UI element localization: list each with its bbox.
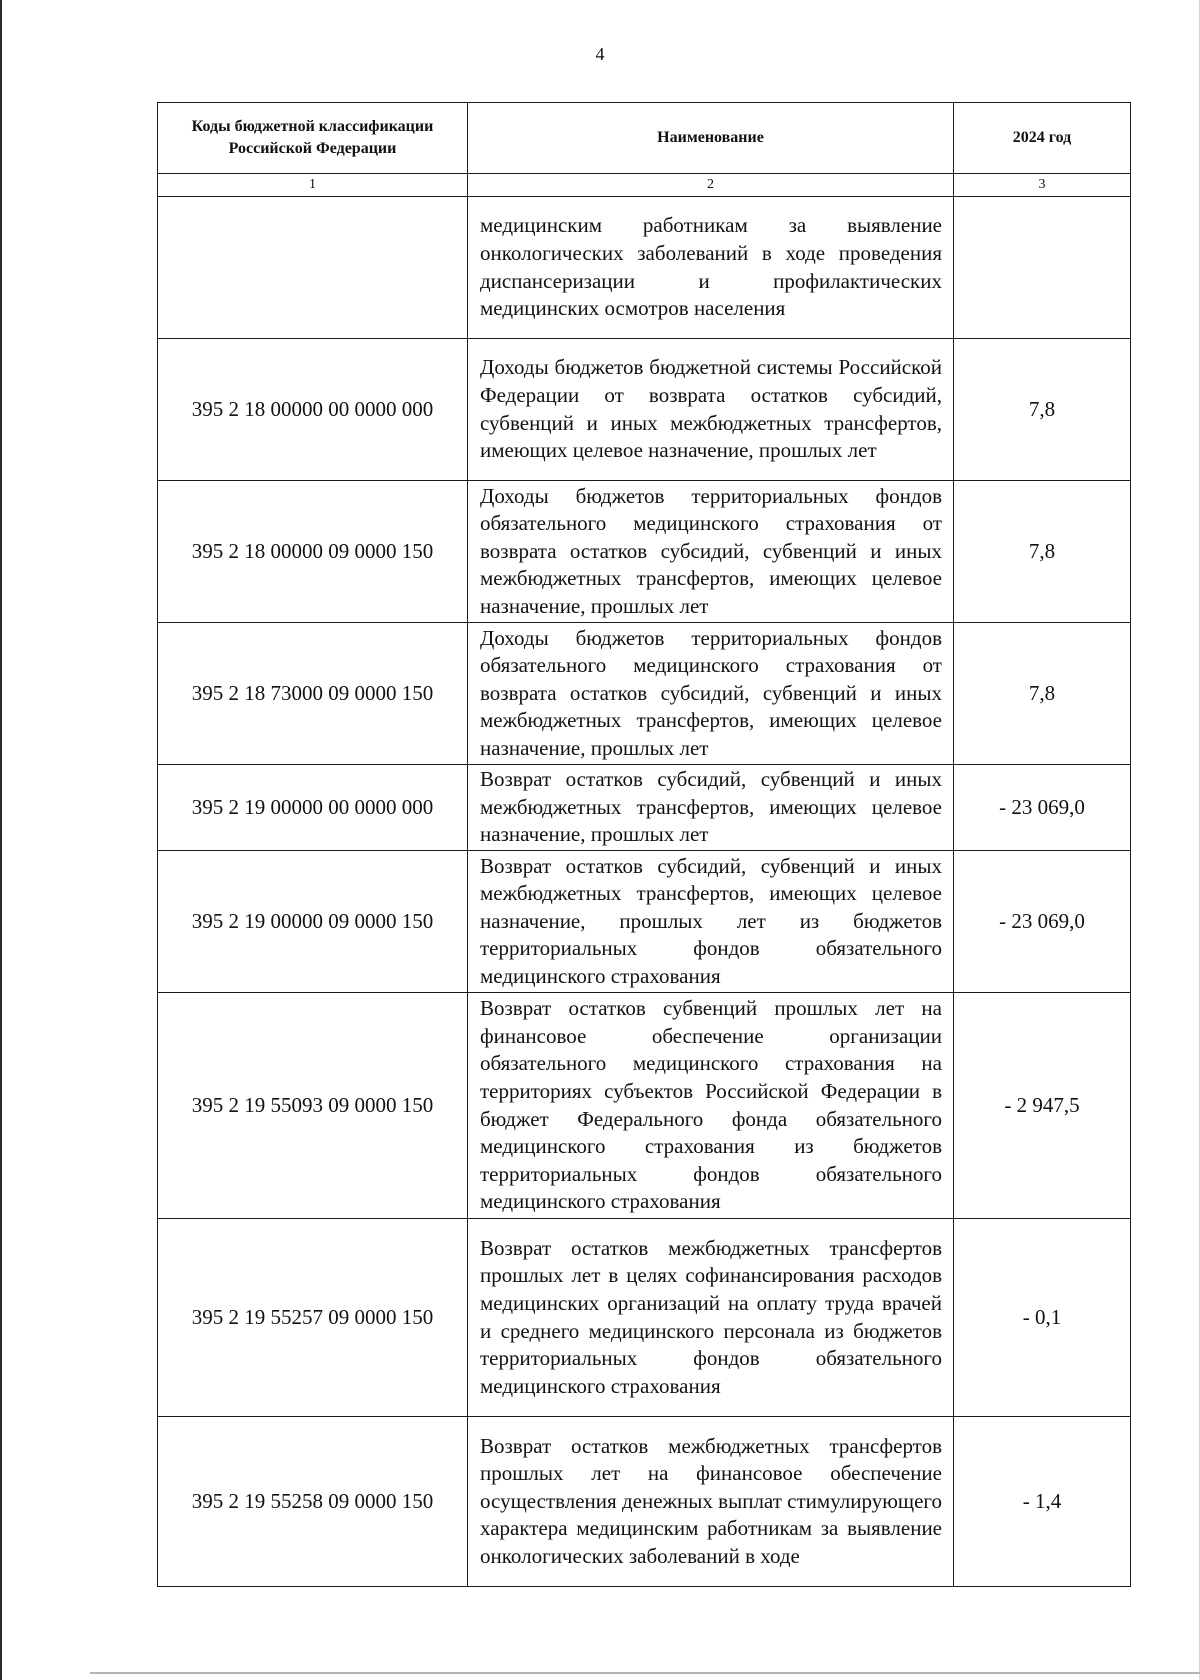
header-name: Наименование (468, 103, 954, 174)
row-amount: 7,8 (954, 623, 1131, 765)
page-number: 4 (595, 44, 605, 64)
row-code: 395 2 18 00000 09 0000 150 (158, 481, 468, 623)
row-name: Возврат остатков субвенций прошлых лет на финансовое обеспечение организации обязательного медицинского страхования на территориях субъектов Российской Федерации в бюджет Федерального фонда обязательного медицинского страхования из бюджетов территориальных фондов обязательного медицинского страхования (468, 993, 954, 1219)
scan-left-edge (0, 0, 2, 1680)
table-header-row (158, 103, 1131, 174)
row-amount: - 0,1 (954, 1219, 1131, 1417)
row-amount: - 1,4 (954, 1417, 1131, 1587)
row-name: Возврат остатков субсидий, субвенций и иных межбюджетных трансфертов, имеющих целевое назначение, прошлых лет из бюджетов территориальных фондов обязательного медицинского страхования (468, 851, 954, 993)
row-amount: - 2 947,5 (954, 993, 1131, 1219)
scan-bottom-line (90, 1672, 1200, 1674)
row-amount: - 23 069,0 (954, 765, 1131, 851)
row-name: Доходы бюджетов территориальных фондов обязательного медицинского страхования от возврата остатков субсидий, субвенций и иных межбюджетных трансфертов, имеющих целевое назначение, прошлых лет (468, 623, 954, 765)
column-number-3: 3 (954, 174, 1131, 197)
row-amount: 7,8 (954, 481, 1131, 623)
table-row (158, 851, 1131, 993)
header-code: Коды бюджетной классификации Российской Федерации (158, 103, 468, 174)
column-number-row (158, 174, 1131, 197)
row-name: Возврат остатков субсидий, субвенций и иных межбюджетных трансфертов, имеющих целевое назначение, прошлых лет (468, 765, 954, 851)
row-code: 395 2 19 00000 09 0000 150 (158, 851, 468, 993)
row-code: 395 2 19 55093 09 0000 150 (158, 993, 468, 1219)
row-amount (954, 197, 1131, 339)
table-row (158, 623, 1131, 765)
row-code: 395 2 18 73000 09 0000 150 (158, 623, 468, 765)
row-name: Возврат остатков межбюджетных трансфертов прошлых лет в целях софинансирования расходов медицинских организаций на оплату труда врачей и среднего медицинского персонала из бюджетов территориальных фондов обязательного медицинского страхования (468, 1219, 954, 1417)
row-code: 395 2 19 55258 09 0000 150 (158, 1417, 468, 1587)
column-number-1: 1 (158, 174, 468, 197)
row-name: Доходы бюджетов территориальных фондов обязательного медицинского страхования от возврата остатков субсидий, субвенций и иных межбюджетных трансфертов, имеющих целевое назначение, прошлых лет (468, 481, 954, 623)
table-row (158, 993, 1131, 1219)
table-row (158, 481, 1131, 623)
header-year: 2024 год (954, 103, 1131, 174)
table-row (158, 339, 1131, 481)
budget-classification-table (157, 102, 1131, 1587)
row-name: медицинским работникам за выявление онкологических заболеваний в ходе проведения диспансеризации и профилактических медицинских осмотров населения (468, 197, 954, 339)
table-row (158, 1219, 1131, 1417)
table-row (158, 765, 1131, 851)
table-row (158, 1417, 1131, 1587)
row-amount: 7,8 (954, 339, 1131, 481)
row-code (158, 197, 468, 339)
row-name: Доходы бюджетов бюджетной системы Российской Федерации от возврата остатков субсидий, субвенций и иных межбюджетных трансфертов, имеющих целевое назначение, прошлых лет (468, 339, 954, 481)
row-code: 395 2 19 00000 00 0000 000 (158, 765, 468, 851)
table-row (158, 197, 1131, 339)
row-amount: - 23 069,0 (954, 851, 1131, 993)
column-number-2: 2 (468, 174, 954, 197)
row-code: 395 2 19 55257 09 0000 150 (158, 1219, 468, 1417)
row-code: 395 2 18 00000 00 0000 000 (158, 339, 468, 481)
row-name: Возврат остатков межбюджетных трансфертов прошлых лет на финансовое обеспечение осуществления денежных выплат стимулирующего характера медицинским работникам за выявление онкологических заболеваний в ходе (468, 1417, 954, 1587)
